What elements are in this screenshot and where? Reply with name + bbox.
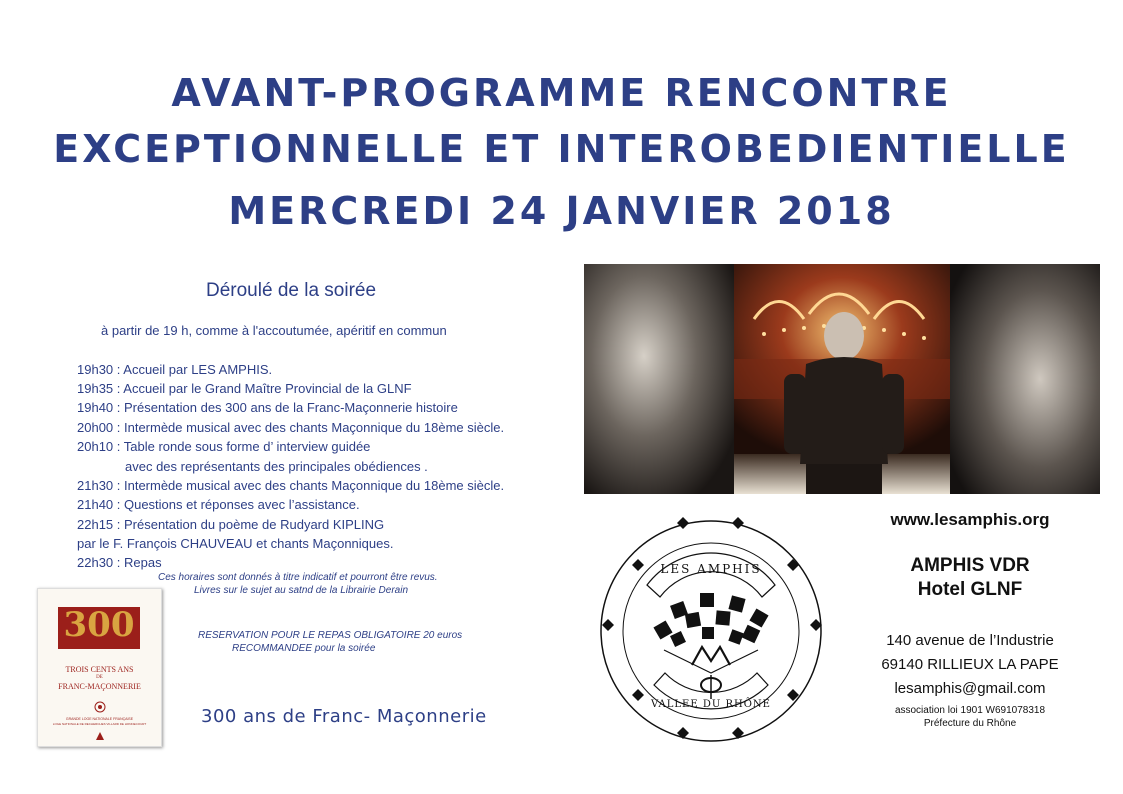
book-bottom-mark-icon: [95, 731, 105, 741]
programme-item: 19h40 : Présentation des 300 ans de la Franc-Maçonnerie histoire: [77, 400, 458, 415]
legal-line-2: Préfecture du Rhône: [923, 718, 1017, 729]
address-line-2: 69140 RILLIEUX LA PAPE: [881, 656, 1059, 673]
programme-item: 20h00 : Intermède musical avec des chants Maçonnique du 18ème siècle.: [77, 420, 505, 435]
org-name-2: Hotel GLNF: [917, 579, 1023, 600]
book-title-fm: FRANC-MAÇONNERIE: [58, 682, 141, 691]
title-line-2: EXCEPTIONNELLE ET INTEROBEDIENTIELLE: [53, 127, 1070, 171]
programme-item: avec des représentants des principales obédiences .: [125, 459, 428, 474]
book-title: TROIS CENTS ANS: [65, 665, 134, 674]
book-publisher-1: GRANDE LOGE NATIONALE FRANÇAISE: [65, 717, 134, 721]
les-amphis-logo: [592, 515, 842, 745]
programme-item: 22h15 : Présentation du poème de Rudyard KIPLING: [77, 517, 385, 532]
address-line-1: 140 avenue de l’Industrie: [886, 632, 1054, 649]
bookstore-note: Livres sur le sujet au satnd de la Librairie Derain: [194, 585, 408, 596]
book-cover-image: [37, 588, 162, 747]
programme-item: par le F. François CHAUVEAU et chants Maçonniques.: [77, 536, 394, 551]
email-link[interactable]: lesamphis@gmail.com: [894, 680, 1046, 697]
legal-line-1: association loi 1901 W691078318: [894, 705, 1046, 716]
reservation-recommended: RECOMMANDEE pour la soirée: [232, 643, 376, 654]
book-emblem-icon: [94, 701, 106, 713]
programme-footer: 300 ans de Franc- Maçonnerie: [201, 706, 487, 727]
title-line-1: AVANT-PROGRAMME RENCONTRE: [171, 71, 952, 115]
logo-top-text: LES AMPHIS: [660, 562, 762, 576]
programme-item: 20h10 : Table ronde sous forme d’ interview guidée: [77, 439, 371, 454]
schedule-note: Ces horaires sont donnés à titre indicatif et pourront être revus.: [158, 572, 438, 583]
title-line-3: MERCREDI 24 JANVIER 2018: [228, 189, 895, 233]
programme-item: 22h30 : Repas: [77, 555, 162, 570]
book-title-de: DE: [96, 675, 103, 680]
programme-item: 21h30 : Intermède musical avec des chants Maçonnique du 18ème siècle.: [77, 478, 505, 493]
website-link[interactable]: www.lesamphis.org: [890, 510, 1050, 529]
org-name-1: AMPHIS VDR: [910, 555, 1030, 576]
reservation-note: RESERVATION POUR LE REPAS OBLIGATOIRE 20 euros: [198, 630, 463, 641]
programme-heading: Déroulé de la soirée: [206, 280, 377, 301]
programme-item: 19h35 : Accueil par le Grand Maître Provincial de la GLNF: [77, 381, 412, 396]
theatre-stage-photo: [584, 264, 1100, 494]
book-publisher-2: LOGE NATIONALE DE RECHERCHES VILLARD DE HONNECOURT: [52, 722, 147, 726]
book-number: 300: [63, 605, 135, 645]
programme-item: 19h30 : Accueil par LES AMPHIS.: [77, 362, 273, 377]
programme-item: 21h40 : Questions et réponses avec l’assistance.: [77, 497, 360, 512]
logo-bottom-text: VALLEE DU RHÔNE: [651, 699, 771, 710]
programme-intro: à partir de 19 h, comme à l'accoutumée, apéritif en commun: [101, 323, 447, 338]
